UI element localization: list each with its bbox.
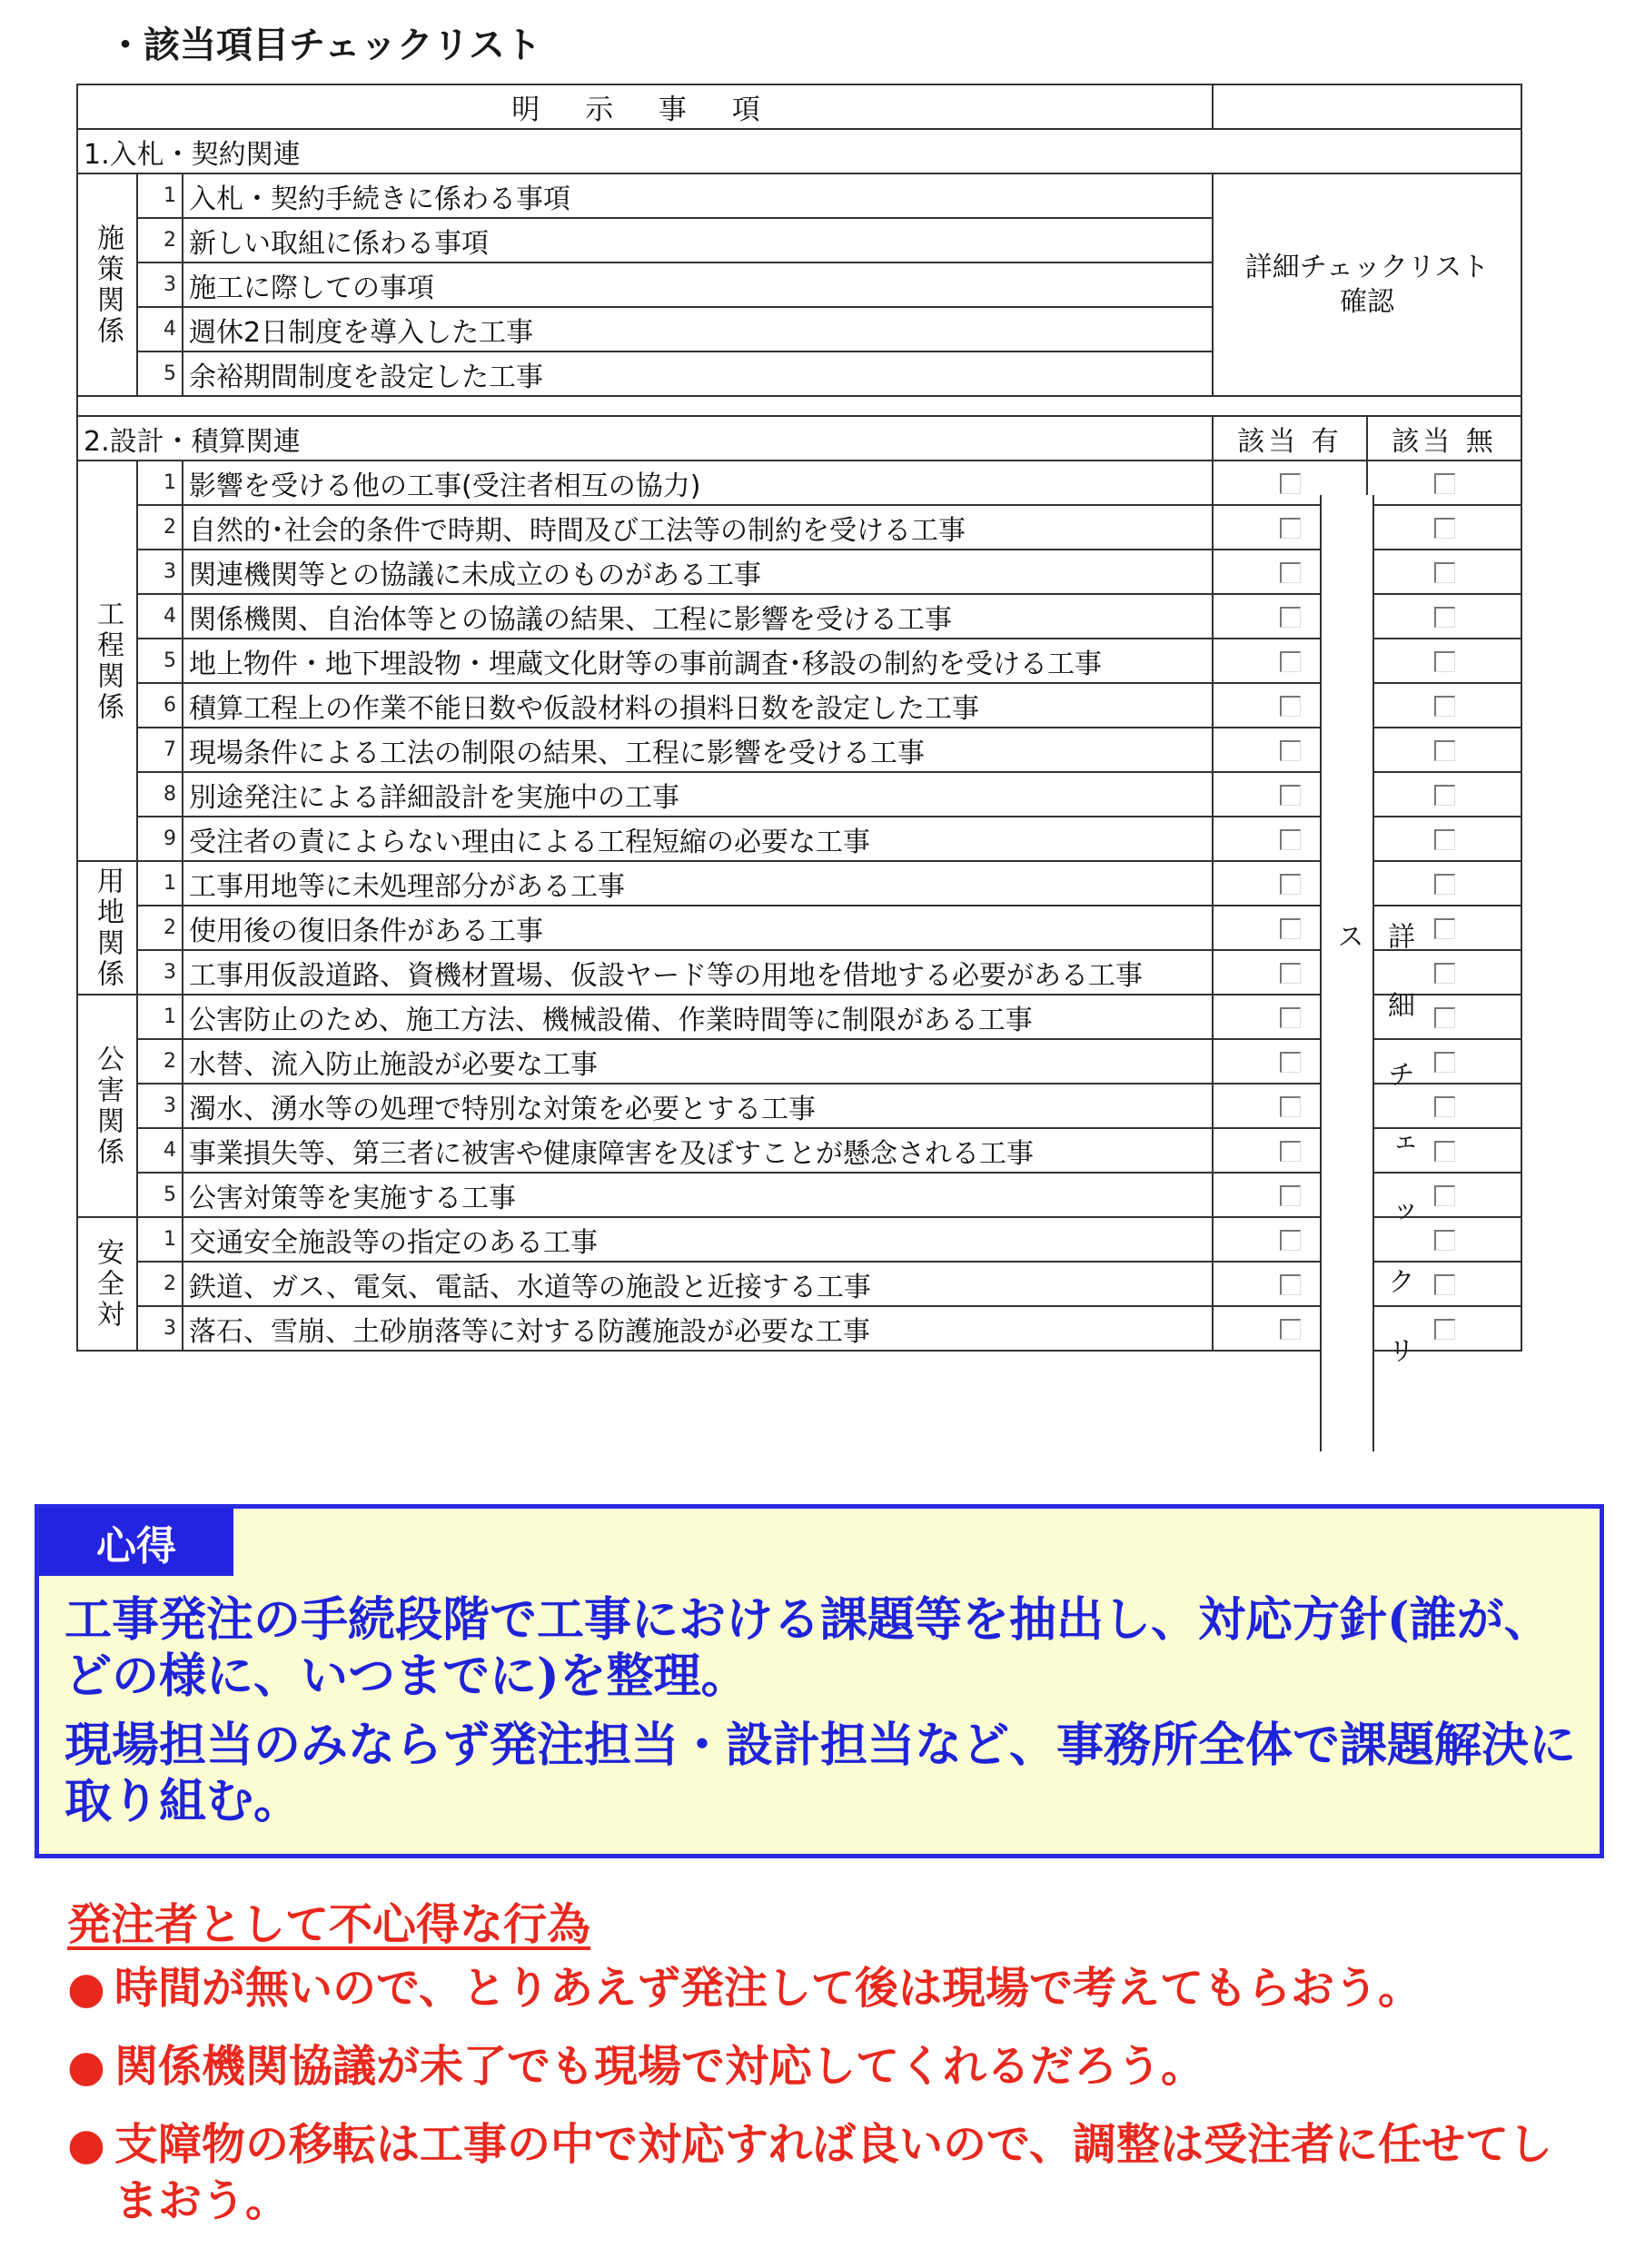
item-text: 関係機関、自治体等との協議の結果、工程に影響を受ける工事 bbox=[183, 594, 1213, 639]
detail-note-line: 詳細チェックリスト bbox=[1244, 251, 1490, 283]
item-number: 3 bbox=[137, 950, 183, 995]
table-row bbox=[77, 683, 1521, 728]
item-number: 2 bbox=[137, 1262, 183, 1306]
table-row bbox=[77, 505, 1521, 550]
item-number: 3 bbox=[137, 262, 183, 307]
applicable-yes-checkbox[interactable] bbox=[1280, 963, 1301, 984]
checklist-sheet bbox=[76, 84, 1524, 1451]
item-text: 工事用仮設道路、資機材置場、仮設ヤード等の用地を借地する必要がある工事 bbox=[183, 950, 1213, 995]
warning-item-text: 関係機関協議が未了でも現場で対応してくれるだろう。 bbox=[114, 2041, 1205, 2092]
warning-item bbox=[67, 2038, 1575, 2095]
applicable-no-cell bbox=[1367, 683, 1521, 728]
item-text: 鉄道、ガス、電気、電話、水道等の施設と近接する工事 bbox=[183, 1262, 1213, 1306]
table-row bbox=[77, 1306, 1521, 1351]
item-text: 使用後の復旧条件がある工事 bbox=[183, 906, 1213, 950]
applicable-no-checkbox[interactable] bbox=[1434, 562, 1455, 583]
group-label: 工程関係 bbox=[77, 461, 137, 861]
applicable-yes-checkbox[interactable] bbox=[1280, 874, 1301, 895]
section1-row bbox=[77, 129, 1521, 173]
item-text: 施工に際しての事項 bbox=[183, 262, 1213, 307]
warning-title: 発注者として不心得な行為 bbox=[67, 1899, 591, 1950]
applicable-no-checkbox[interactable] bbox=[1434, 1007, 1455, 1028]
applicable-no-cell bbox=[1367, 594, 1521, 639]
item-number: 1 bbox=[137, 173, 183, 218]
warning-item bbox=[67, 2116, 1575, 2229]
table-row bbox=[77, 950, 1521, 995]
item-number: 5 bbox=[137, 1173, 183, 1217]
applicable-no-checkbox[interactable] bbox=[1434, 740, 1455, 761]
item-number: 2 bbox=[137, 505, 183, 550]
applicable-no-checkbox[interactable] bbox=[1434, 1141, 1455, 1162]
merged-detail-text: 詳細チェックリス bbox=[1332, 922, 1414, 1405]
applicable-yes-checkbox[interactable] bbox=[1280, 562, 1301, 583]
applicable-no-checkbox[interactable] bbox=[1434, 785, 1455, 806]
item-text: 交通安全施設等の指定のある工事 bbox=[183, 1217, 1213, 1262]
item-number: 1 bbox=[137, 1217, 183, 1262]
table-row bbox=[77, 173, 1521, 218]
applicable-no-checkbox[interactable] bbox=[1434, 1230, 1455, 1251]
item-text: 工事用地等に未処理部分がある工事 bbox=[183, 861, 1213, 906]
item-text: 新しい取組に係わる事項 bbox=[183, 218, 1213, 262]
item-text: 現場条件による工法の制限の結果、工程に影響を受ける工事 bbox=[183, 728, 1213, 772]
item-number: 6 bbox=[137, 683, 183, 728]
applicable-no-checkbox[interactable] bbox=[1434, 473, 1455, 494]
item-text: 地上物件・地下埋設物・埋蔵文化財等の事前調査･移設の制約を受ける工事 bbox=[183, 639, 1213, 683]
applicable-no-checkbox[interactable] bbox=[1434, 1096, 1455, 1117]
table-header-blank bbox=[1213, 84, 1521, 129]
applicable-no-cell bbox=[1367, 861, 1521, 906]
group-label-policy: 施策関係 bbox=[77, 173, 137, 396]
applicable-no-cell bbox=[1367, 505, 1521, 550]
item-number: 3 bbox=[137, 1084, 183, 1128]
item-number: 5 bbox=[137, 352, 183, 396]
kokoroe-tag: 心得 bbox=[39, 1509, 233, 1576]
checklist-table bbox=[76, 84, 1522, 1352]
item-text: 濁水、湧水等の処理で特別な対策を必要とする工事 bbox=[183, 1084, 1213, 1128]
warning-item-text: 時間が無いので、とりあえず発注して後は現場で考えてもらおう。 bbox=[114, 1963, 1422, 2014]
table-row bbox=[77, 1217, 1521, 1262]
group-label: 公害関係 bbox=[77, 995, 137, 1217]
table-row bbox=[77, 594, 1521, 639]
table-row bbox=[77, 461, 1521, 505]
table-row bbox=[77, 995, 1521, 1039]
item-text: 公害防止のため、施工方法、機械設備、作業時間等に制限がある工事 bbox=[183, 995, 1213, 1039]
column-header-yes: 該当 有 bbox=[1213, 416, 1367, 461]
table-row bbox=[77, 1128, 1521, 1173]
item-text: 落石、雪崩、土砂崩落等に対する防護施設が必要な工事 bbox=[183, 1306, 1213, 1351]
red-bullet-icon: ● bbox=[67, 2119, 105, 2170]
table-row bbox=[77, 772, 1521, 817]
item-text: 公害対策等を実施する工事 bbox=[183, 1173, 1213, 1217]
applicable-no-checkbox[interactable] bbox=[1434, 696, 1455, 717]
item-number: 1 bbox=[137, 995, 183, 1039]
applicable-no-checkbox[interactable] bbox=[1434, 651, 1455, 672]
applicable-yes-checkbox[interactable] bbox=[1280, 785, 1301, 806]
red-bullet-icon: ● bbox=[67, 2041, 105, 2092]
applicable-no-checkbox[interactable] bbox=[1434, 874, 1455, 895]
detail-checklist-note bbox=[1213, 173, 1521, 396]
applicable-no-checkbox[interactable] bbox=[1434, 963, 1455, 984]
applicable-yes-checkbox[interactable] bbox=[1280, 918, 1301, 939]
item-text: 入札・契約手続きに係わる事項 bbox=[183, 173, 1213, 218]
table-row bbox=[77, 639, 1521, 683]
applicable-no-cell bbox=[1367, 728, 1521, 772]
applicable-no-checkbox[interactable] bbox=[1434, 607, 1455, 628]
applicable-yes-checkbox[interactable] bbox=[1280, 1141, 1301, 1162]
applicable-no-checkbox[interactable] bbox=[1434, 518, 1455, 539]
item-number: 4 bbox=[137, 1128, 183, 1173]
kokoroe-line-1: 工事発注の手続段階で工事における課題等を抽出し、対応方針(誰が、どの様に、いつまでに)を整理。 bbox=[64, 1592, 1551, 1704]
applicable-yes-checkbox[interactable] bbox=[1280, 696, 1301, 717]
item-text: 関連機関等との協議に未成立のものがある工事 bbox=[183, 550, 1213, 594]
table-row bbox=[77, 1173, 1521, 1217]
item-number: 8 bbox=[137, 772, 183, 817]
column-header-no: 該当 無 bbox=[1367, 416, 1521, 461]
table-row bbox=[77, 861, 1521, 906]
applicable-yes-checkbox[interactable] bbox=[1280, 651, 1301, 672]
item-number: 2 bbox=[137, 218, 183, 262]
kokoroe-line-2: 現場担当のみならず発注担当・設計担当など、事務所全体で課題解決に取り組む。 bbox=[64, 1718, 1577, 1829]
item-number: 1 bbox=[137, 861, 183, 906]
item-text: 水替、流入防止施設が必要な工事 bbox=[183, 1039, 1213, 1084]
table-row bbox=[77, 1039, 1521, 1084]
item-number: 5 bbox=[137, 639, 183, 683]
item-text: 自然的･社会的条件で時期、時間及び工法等の制約を受ける工事 bbox=[183, 505, 1213, 550]
item-number: 1 bbox=[137, 461, 183, 505]
item-number: 2 bbox=[137, 1039, 183, 1084]
item-number: 7 bbox=[137, 728, 183, 772]
item-number: 3 bbox=[137, 1306, 183, 1351]
table-row bbox=[77, 1084, 1521, 1128]
item-text: 影響を受ける他の工事(受注者相互の協力) bbox=[183, 461, 1213, 505]
applicable-yes-checkbox[interactable] bbox=[1280, 740, 1301, 761]
group-label: 用地関係 bbox=[77, 861, 137, 995]
applicable-no-checkbox[interactable] bbox=[1434, 1185, 1455, 1206]
applicable-yes-checkbox[interactable] bbox=[1280, 1319, 1301, 1340]
applicable-yes-checkbox[interactable] bbox=[1280, 1185, 1301, 1206]
item-number: 9 bbox=[137, 817, 183, 861]
applicable-no-checkbox[interactable] bbox=[1434, 829, 1455, 850]
spacer-cell bbox=[77, 396, 1521, 416]
applicable-no-cell bbox=[1367, 639, 1521, 683]
detail-note-line: 確認 bbox=[1340, 285, 1395, 318]
table-row bbox=[77, 728, 1521, 772]
applicable-yes-checkbox[interactable] bbox=[1280, 1274, 1301, 1295]
kokoroe-box bbox=[35, 1504, 1604, 1858]
applicable-yes-checkbox[interactable] bbox=[1280, 829, 1301, 850]
section2-row bbox=[77, 416, 1521, 461]
applicable-yes-checkbox[interactable] bbox=[1280, 473, 1301, 494]
applicable-no-checkbox[interactable] bbox=[1434, 918, 1455, 939]
item-number: 3 bbox=[137, 550, 183, 594]
section2-label: 2.設計・積算関連 bbox=[77, 416, 1213, 461]
item-text: 週休2日制度を導入した工事 bbox=[183, 307, 1213, 352]
item-number: 4 bbox=[137, 594, 183, 639]
item-text: 余裕期間制度を設定した工事 bbox=[183, 352, 1213, 396]
applicable-yes-checkbox[interactable] bbox=[1280, 1230, 1301, 1251]
item-text: 事業損失等、第三者に被害や健康障害を及ぼすことが懸念される工事 bbox=[183, 1128, 1213, 1173]
applicable-yes-checkbox[interactable] bbox=[1280, 1052, 1301, 1073]
group-label: 安全対 bbox=[77, 1217, 137, 1351]
table-header-row bbox=[77, 84, 1521, 129]
table-row bbox=[77, 906, 1521, 950]
applicable-no-cell bbox=[1367, 772, 1521, 817]
applicable-yes-checkbox[interactable] bbox=[1280, 607, 1301, 628]
spacer-row bbox=[77, 396, 1521, 416]
warning-item-text: 支障物の移転は工事の中で対応すれば良いので、調整は受注者に任せてしまおう。 bbox=[114, 2119, 1553, 2226]
applicable-no-cell bbox=[1367, 461, 1521, 505]
table-row bbox=[77, 817, 1521, 861]
merged-detail-label bbox=[1320, 495, 1414, 1451]
red-bullet-icon: ● bbox=[67, 1963, 105, 2014]
item-text: 積算工程上の作業不能日数や仮設材料の損料日数を設定した工事 bbox=[183, 683, 1213, 728]
applicable-no-checkbox[interactable] bbox=[1434, 1319, 1455, 1340]
item-text: 別途発注による詳細設計を実施中の工事 bbox=[183, 772, 1213, 817]
table-row bbox=[77, 550, 1521, 594]
page-title: ・該当項目チェックリスト bbox=[107, 25, 541, 66]
item-text: 受注者の責によらない理由による工程短縮の必要な工事 bbox=[183, 817, 1213, 861]
warning-list bbox=[67, 1960, 1575, 2251]
applicable-yes-checkbox[interactable] bbox=[1280, 1007, 1301, 1028]
applicable-yes-checkbox[interactable] bbox=[1280, 518, 1301, 539]
item-number: 4 bbox=[137, 307, 183, 352]
warning-item bbox=[67, 1960, 1575, 2016]
section1-label: 1.入札・契約関連 bbox=[77, 129, 1521, 173]
item-number: 2 bbox=[137, 906, 183, 950]
table-header-title: 明 示 事 項 bbox=[77, 84, 1213, 129]
applicable-no-cell bbox=[1367, 550, 1521, 594]
applicable-no-checkbox[interactable] bbox=[1434, 1052, 1455, 1073]
applicable-yes-checkbox[interactable] bbox=[1280, 1096, 1301, 1117]
table-row bbox=[77, 1262, 1521, 1306]
applicable-no-checkbox[interactable] bbox=[1434, 1274, 1455, 1295]
applicable-no-cell bbox=[1367, 817, 1521, 861]
